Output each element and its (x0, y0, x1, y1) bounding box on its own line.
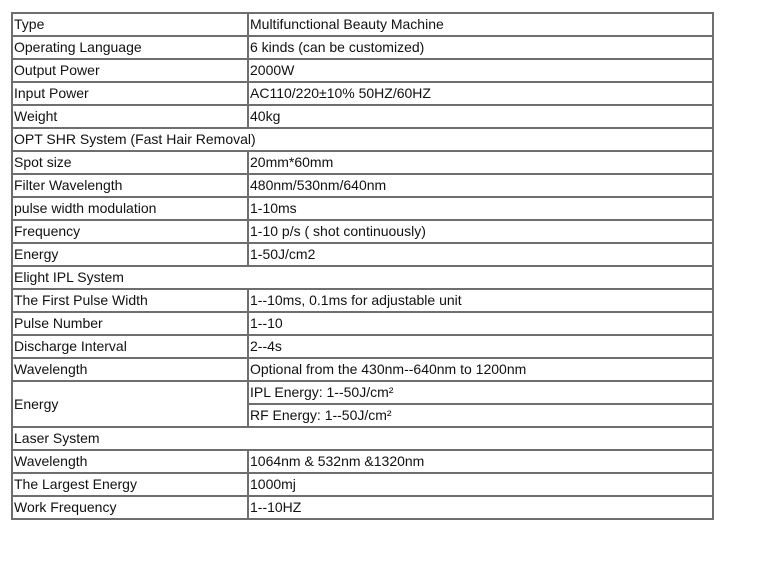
table-row (12, 36, 713, 59)
spec-label: Wavelength (12, 450, 248, 473)
table-row (12, 381, 713, 404)
section-row (12, 266, 713, 289)
section-row (12, 427, 713, 450)
spec-value: 1-10 p/s ( shot continuously) (248, 220, 713, 243)
spec-label: Output Power (12, 59, 248, 82)
spec-label: Wavelength (12, 358, 248, 381)
spec-value: 1-50J/cm2 (248, 243, 713, 266)
table-row (12, 13, 713, 36)
table-row (12, 105, 713, 128)
section-row (12, 128, 713, 151)
table-row (12, 197, 713, 220)
spec-label: Spot size (12, 151, 248, 174)
spec-value: 1-10ms (248, 197, 713, 220)
spec-value: 6 kinds (can be customized) (248, 36, 713, 59)
spec-label: Weight (12, 105, 248, 128)
spec-value: 1--10ms, 0.1ms for adjustable unit (248, 289, 713, 312)
spec-label: Energy (12, 381, 248, 427)
spec-value: 2000W (248, 59, 713, 82)
spec-value: AC110/220±10% 50HZ/60HZ (248, 82, 713, 105)
spec-label: Input Power (12, 82, 248, 105)
table-row (12, 473, 713, 496)
spec-label: Work Frequency (12, 496, 248, 519)
section-heading: Elight IPL System (12, 266, 713, 289)
spec-table-body (12, 13, 713, 519)
spec-value: Optional from the 430nm--640nm to 1200nm (248, 358, 713, 381)
table-row (12, 220, 713, 243)
section-heading: OPT SHR System (Fast Hair Removal) (12, 128, 713, 151)
table-row (12, 496, 713, 519)
spec-label: Pulse Number (12, 312, 248, 335)
spec-label: Type (12, 13, 248, 36)
spec-value: RF Energy: 1--50J/cm² (248, 404, 713, 427)
spec-value: 1--10HZ (248, 496, 713, 519)
table-row (12, 335, 713, 358)
spec-value: 20mm*60mm (248, 151, 713, 174)
spec-value: 40kg (248, 105, 713, 128)
spec-value: 2--4s (248, 335, 713, 358)
spec-value: Multifunctional Beauty Machine (248, 13, 713, 36)
spec-label: Filter Wavelength (12, 174, 248, 197)
spec-label: Energy (12, 243, 248, 266)
table-row (12, 151, 713, 174)
table-row (12, 174, 713, 197)
spec-label: Discharge Interval (12, 335, 248, 358)
table-row (12, 450, 713, 473)
spec-value: 1064nm & 532nm &1320nm (248, 450, 713, 473)
table-row (12, 312, 713, 335)
spec-value: IPL Energy: 1--50J/cm² (248, 381, 713, 404)
spec-table (11, 12, 714, 520)
table-row (12, 82, 713, 105)
spec-value: 480nm/530nm/640nm (248, 174, 713, 197)
spec-value: 1000mj (248, 473, 713, 496)
table-row (12, 358, 713, 381)
spec-label: The Largest Energy (12, 473, 248, 496)
section-heading: Laser System (12, 427, 713, 450)
table-row (12, 243, 713, 266)
spec-label: Operating Language (12, 36, 248, 59)
table-row (12, 289, 713, 312)
spec-label: pulse width modulation (12, 197, 248, 220)
spec-label: The First Pulse Width (12, 289, 248, 312)
spec-value: 1--10 (248, 312, 713, 335)
spec-label: Frequency (12, 220, 248, 243)
table-row (12, 59, 713, 82)
